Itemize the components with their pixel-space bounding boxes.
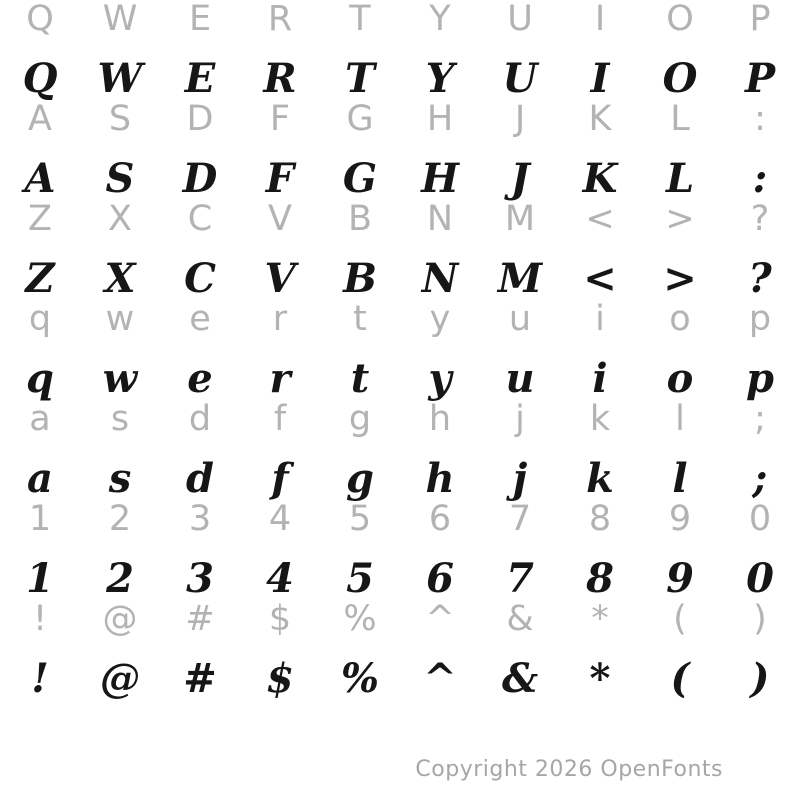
glyph-cell: Q xyxy=(26,0,54,39)
glyph-cell: 9 xyxy=(666,555,694,602)
glyph-cell: V xyxy=(268,199,292,239)
glyph-cell: @ xyxy=(100,655,140,702)
glyph-cell: 6 xyxy=(428,499,452,539)
glyph-cell: w xyxy=(105,299,135,339)
glyph-cell: ! xyxy=(32,599,48,639)
glyph-cell: A xyxy=(24,155,56,202)
glyph-cell: O xyxy=(662,55,698,102)
glyph-cell: U xyxy=(502,55,538,102)
glyph-cell: X xyxy=(108,199,132,239)
glyph-cell: 8 xyxy=(586,555,614,602)
glyph-cell: r xyxy=(272,299,288,339)
glyph-cell: ( xyxy=(673,599,687,639)
glyph-cell: k xyxy=(586,455,614,502)
glyph-cell: J xyxy=(514,99,526,139)
glyph-cell: > xyxy=(663,255,697,302)
glyph-cell: K xyxy=(588,99,612,139)
glyph-cell: t xyxy=(350,355,370,402)
glyph-cell: d xyxy=(188,399,212,439)
glyph-cell: T xyxy=(345,55,375,102)
glyph-cell: ) xyxy=(753,599,767,639)
glyph-cell: l xyxy=(672,455,688,502)
glyph-cell: 1 xyxy=(28,499,52,539)
glyph-cell: C xyxy=(187,199,213,239)
glyph-cell: u xyxy=(505,355,535,402)
glyph-cell: O xyxy=(666,0,694,39)
glyph-cell: Z xyxy=(25,255,55,302)
glyph-cell: % xyxy=(340,655,379,702)
glyph-cell: q xyxy=(28,299,52,339)
reference-row-lowercase-2 xyxy=(0,400,800,438)
glyph-cell: y xyxy=(429,299,451,339)
glyph-cell: B xyxy=(347,199,372,239)
glyph-cell: # xyxy=(183,655,217,702)
specimen-row-symbols xyxy=(0,638,800,700)
glyph-cell: d xyxy=(186,455,214,502)
glyph-cell: I xyxy=(590,55,610,102)
glyph-cell: T xyxy=(349,0,371,39)
specimen-row-uppercase-3 xyxy=(0,238,800,300)
reference-row-symbols xyxy=(0,600,800,638)
glyph-cell: p xyxy=(746,355,774,402)
glyph-cell: f xyxy=(271,455,289,502)
glyph-cell: G xyxy=(346,99,374,139)
glyph-cell: V xyxy=(264,255,296,302)
glyph-cell: l xyxy=(675,399,685,439)
glyph-cell: L xyxy=(665,155,695,202)
glyph-cell: Q xyxy=(22,55,58,102)
glyph-cell: e xyxy=(187,355,213,402)
glyph-cell: a xyxy=(27,455,53,502)
glyph-cell: Y xyxy=(429,0,451,39)
glyph-cell: g xyxy=(346,455,374,502)
glyph-cell: 2 xyxy=(108,499,132,539)
glyph-cell: # xyxy=(185,599,215,639)
glyph-cell: 4 xyxy=(268,499,292,539)
glyph-cell: E xyxy=(184,55,216,102)
glyph-cell: D xyxy=(186,99,214,139)
glyph-cell: 5 xyxy=(346,555,374,602)
glyph-cell: < xyxy=(585,199,615,239)
glyph-cell: I xyxy=(594,0,606,39)
glyph-cell: Z xyxy=(28,199,52,239)
glyph-cell: ^ xyxy=(425,599,455,639)
glyph-cell: 9 xyxy=(668,499,692,539)
glyph-cell: R xyxy=(263,55,297,102)
glyph-cell: ; xyxy=(754,399,766,439)
glyph-cell: ; xyxy=(752,455,768,502)
glyph-cell: g xyxy=(348,399,372,439)
reference-row-lowercase-1 xyxy=(0,300,800,338)
glyph-cell: y xyxy=(428,355,452,402)
glyph-cell: 5 xyxy=(348,499,372,539)
glyph-cell: i xyxy=(595,299,605,339)
glyph-cell: 2 xyxy=(106,555,134,602)
specimen-row-uppercase-1 xyxy=(0,38,800,100)
glyph-cell: ) xyxy=(750,655,770,702)
glyph-cell: 1 xyxy=(26,555,54,602)
reference-row-digits xyxy=(0,500,800,538)
glyph-cell: D xyxy=(182,155,218,202)
glyph-cell: * xyxy=(591,599,609,639)
glyph-cell: E xyxy=(188,0,212,39)
glyph-cell: s xyxy=(110,399,130,439)
glyph-cell: $ xyxy=(268,599,292,639)
glyph-cell: > xyxy=(665,199,695,239)
glyph-cell: Y xyxy=(425,55,455,102)
glyph-cell: J xyxy=(510,155,530,202)
glyph-cell: P xyxy=(749,0,771,39)
glyph-cell: N xyxy=(426,199,454,239)
glyph-cell: B xyxy=(343,255,377,302)
glyph-cell: u xyxy=(508,299,532,339)
reference-row-uppercase-1 xyxy=(0,0,800,38)
glyph-cell: S xyxy=(108,99,132,139)
glyph-cell: a xyxy=(29,399,51,439)
glyph-cell: L xyxy=(670,99,690,139)
glyph-cell: H xyxy=(426,99,454,139)
glyph-cell: $ xyxy=(266,655,294,702)
glyph-cell: N xyxy=(421,255,459,302)
glyph-cell: 6 xyxy=(426,555,454,602)
glyph-cell: G xyxy=(342,155,378,202)
glyph-cell: r xyxy=(269,355,291,402)
glyph-cell: W xyxy=(97,55,143,102)
glyph-cell: M xyxy=(497,255,543,302)
glyph-cell: o xyxy=(669,299,691,339)
glyph-cell: 7 xyxy=(508,499,532,539)
glyph-cell: 0 xyxy=(746,555,774,602)
glyph-cell: f xyxy=(273,399,287,439)
glyph-cell: w xyxy=(102,355,138,402)
glyph-cell: & xyxy=(501,655,539,702)
glyph-cell: P xyxy=(744,55,776,102)
glyph-cell: ! xyxy=(31,655,49,702)
glyph-cell: ^ xyxy=(423,655,457,702)
glyph-cell: ? xyxy=(748,255,772,302)
glyph-cell: j xyxy=(512,455,528,502)
glyph-cell: 3 xyxy=(188,499,212,539)
glyph-cell: R xyxy=(267,0,293,39)
glyph-cell: K xyxy=(582,155,618,202)
glyph-cell: < xyxy=(583,255,617,302)
specimen-row-lowercase-2 xyxy=(0,438,800,500)
glyph-cell: 3 xyxy=(186,555,214,602)
glyph-cell: h xyxy=(425,455,455,502)
glyph-cell: q xyxy=(26,355,54,402)
glyph-cell: W xyxy=(102,0,138,39)
glyph-cell: H xyxy=(421,155,459,202)
specimen-row-uppercase-2 xyxy=(0,138,800,200)
glyph-cell: @ xyxy=(102,599,138,639)
glyph-cell: 8 xyxy=(588,499,612,539)
glyph-cell: 4 xyxy=(266,555,294,602)
glyph-cell: F xyxy=(265,155,295,202)
glyph-cell: ? xyxy=(750,199,770,239)
glyph-cell: h xyxy=(428,399,452,439)
glyph-cell: o xyxy=(666,355,694,402)
glyph-cell: s xyxy=(108,455,132,502)
reference-row-uppercase-2 xyxy=(0,100,800,138)
glyph-cell: S xyxy=(105,155,135,202)
glyph-cell: & xyxy=(506,599,534,639)
glyph-cell: A xyxy=(28,99,52,139)
glyph-cell: X xyxy=(104,255,136,302)
glyph-cell: 7 xyxy=(506,555,534,602)
glyph-cell: U xyxy=(507,0,533,39)
glyph-cell: e xyxy=(189,299,211,339)
glyph-cell: F xyxy=(269,99,291,139)
glyph-cell: * xyxy=(589,655,611,702)
copyright-text: Copyright 2026 OpenFonts xyxy=(415,757,723,782)
glyph-cell: i xyxy=(592,355,608,402)
glyph-cell: % xyxy=(343,599,377,639)
specimen-row-lowercase-1 xyxy=(0,338,800,400)
glyph-cell: k xyxy=(589,399,611,439)
reference-row-uppercase-3 xyxy=(0,200,800,238)
glyph-cell: t xyxy=(353,299,367,339)
glyph-cell: j xyxy=(515,399,525,439)
glyph-cell: 0 xyxy=(748,499,772,539)
glyph-cell: : xyxy=(754,99,766,139)
glyph-cell: M xyxy=(504,199,536,239)
glyph-cell: p xyxy=(748,299,772,339)
glyph-cell: C xyxy=(184,255,216,302)
glyph-cell: ( xyxy=(670,655,690,702)
specimen-row-digits xyxy=(0,538,800,600)
glyph-cell: : xyxy=(752,155,768,202)
